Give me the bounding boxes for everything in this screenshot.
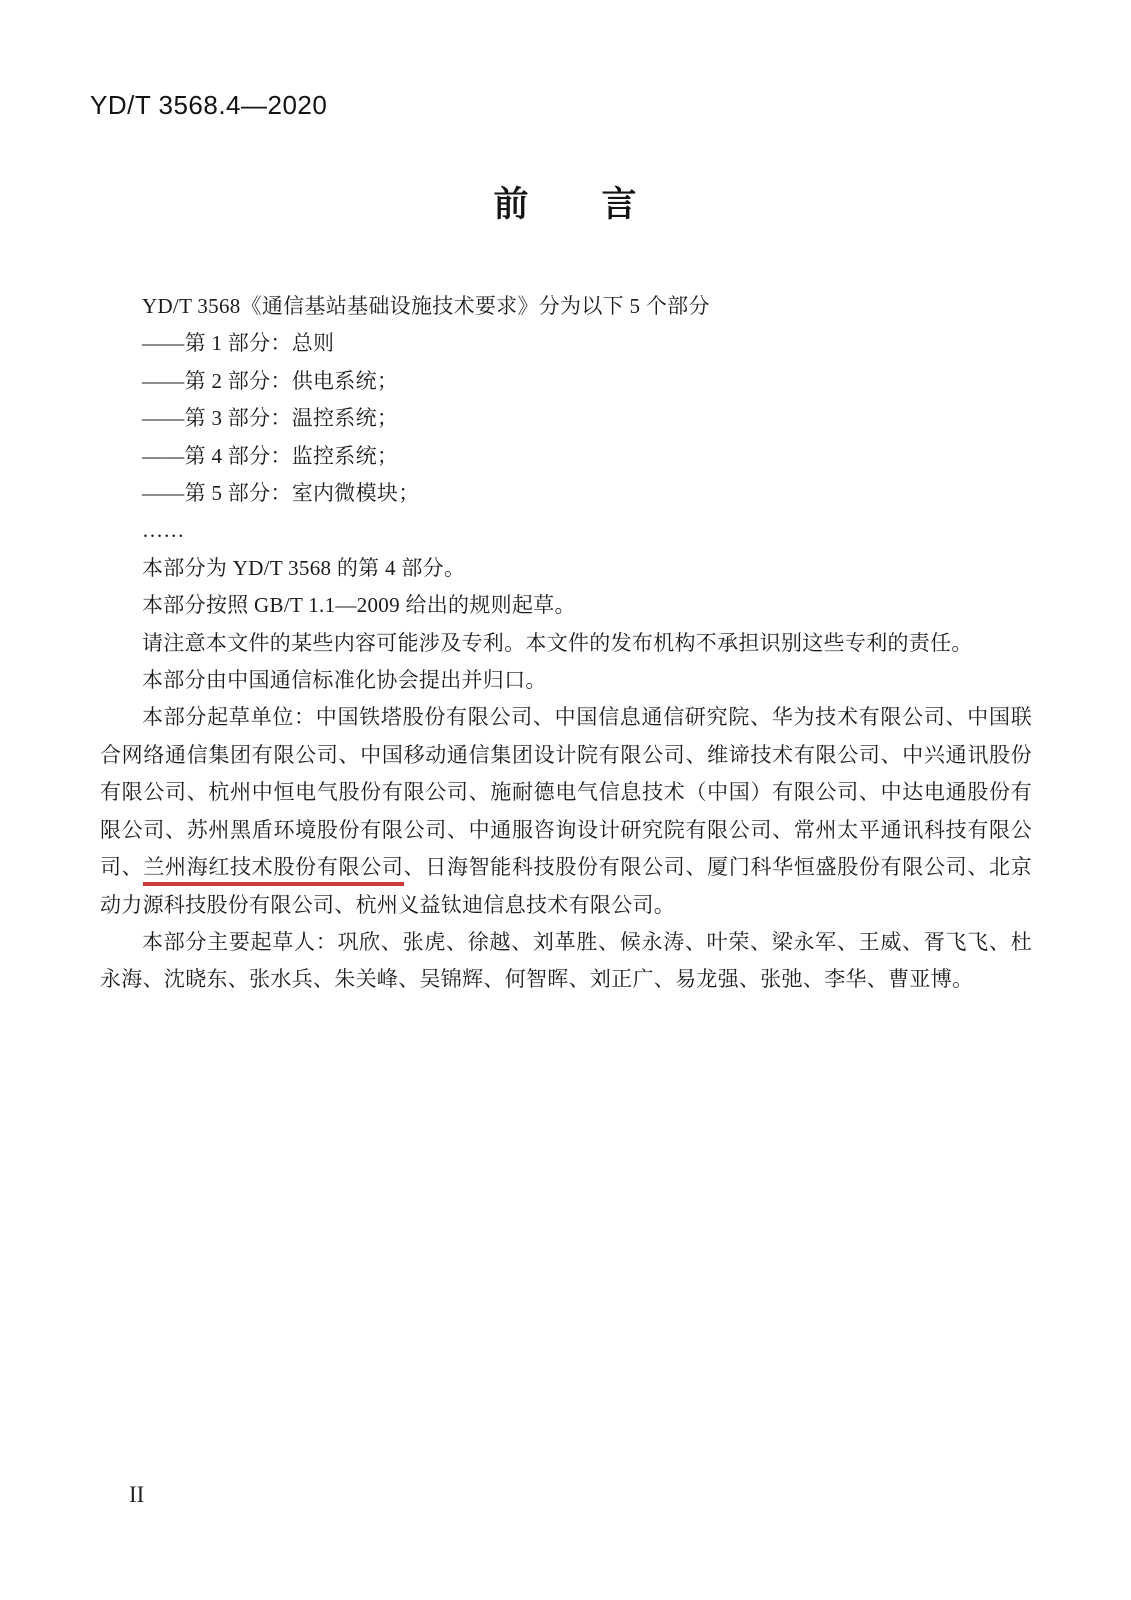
part-item-4: ——第 4 部分：监控系统； <box>142 443 399 468</box>
paragraph-drafters: 本部分主要起草人：巩欣、张虎、徐越、刘革胜、候永涛、叶荣、梁永军、王威、胥飞飞、杜永海、沈晓东、张水兵、朱关峰、吴锦辉、何智晖、刘正广、易龙强、张弛、李华、曹亚博。 <box>100 929 1032 992</box>
intro-lead: YD/T 3568《通信基站基础设施技术要求》分为以下 5 个部分 <box>142 294 710 318</box>
ellipsis-line: …… <box>142 518 185 543</box>
part-item-5: ——第 5 部分：室内微模块； <box>142 481 420 506</box>
part-item-1: ——第 1 部分：总则 <box>142 331 335 356</box>
page-number: II <box>129 1482 145 1507</box>
foreword-body <box>100 288 1032 999</box>
underlined-company-name: 兰州海红技术股份有限公司 <box>143 855 403 886</box>
drafting-units-segment: 、日海智能科技股份有限公司、厦门科华恒盛股份有限公司、北京动力源科技股份有限公司、杭州义益钛迪信息技术有限公司。 <box>100 855 1032 917</box>
paragraph-drafting-units <box>100 699 1032 923</box>
standard-number: YD/T 3568.4—2020 <box>90 90 328 120</box>
part-item-2: ——第 2 部分：供电系统； <box>142 368 399 393</box>
paragraph-patent-notice: 请注意本文件的某些内容可能涉及专利。本文件的发布机构不承担识别这些专利的责任。 <box>142 630 973 655</box>
paragraph-proposing-body: 本部分由中国通信标准化协会提出并归口。 <box>142 668 547 693</box>
paragraph-drafting-rule: 本部分按照 GB/T 1.1—2009 给出的规则起草。 <box>142 593 576 618</box>
drafting-units-segment: 本部分起草单位：中国铁塔股份有限公司、中国信息通信研究院、华为技术有限公司、中国联合网络通信集团有限公司、中国移动通信集团设计院有限公司、维谛技术有限公司、中兴通讯股份有限公司、杭州中恒电气股份有限公司、施耐德电气信息技术（中国）有限公司、中达电通股份有限公司、苏州黑盾环境股份有限公司、中通服咨询设计研究院有限公司、常州太平通讯科技有限公司、 <box>100 705 1032 880</box>
page-title: 前 言 <box>493 185 638 224</box>
part-item-3: ——第 3 部分：温控系统； <box>142 406 399 431</box>
paragraph-part-statement: 本部分为 YD/T 3568 的第 4 部分。 <box>142 555 466 580</box>
